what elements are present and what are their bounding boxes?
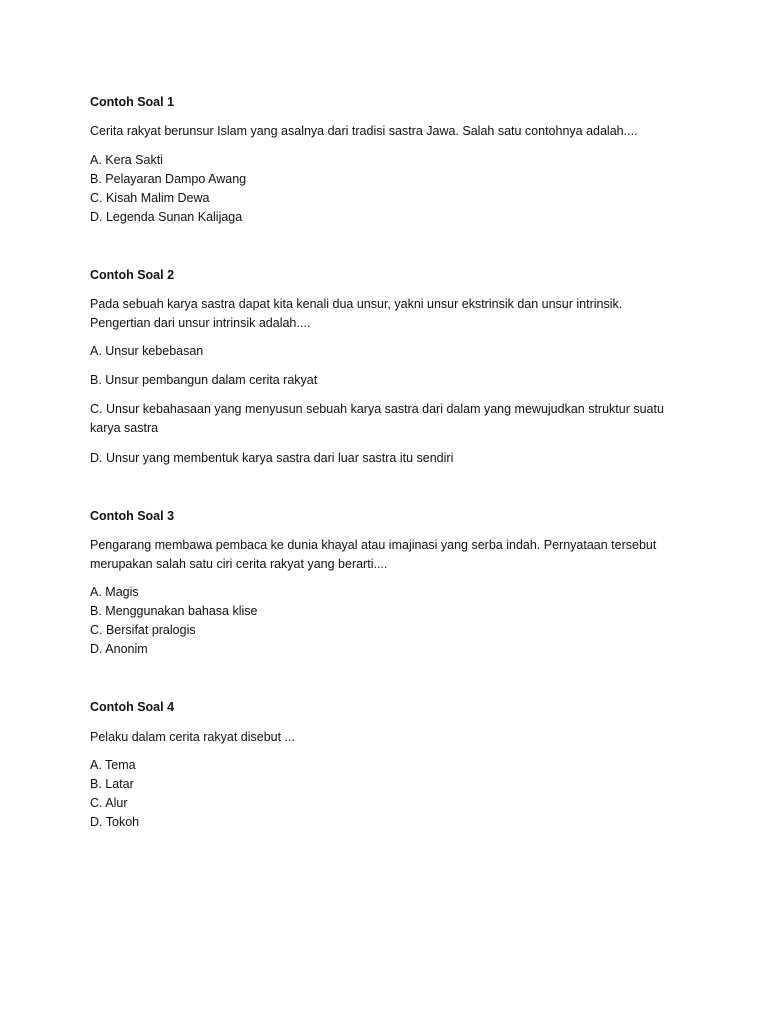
option-b: B. Menggunakan bahasa klise (90, 604, 258, 618)
option-b: B. Pelayaran Dampo Awang (90, 172, 247, 186)
question-section-4 (90, 699, 690, 829)
option-d: D. Legenda Sunan Kalijaga (90, 210, 243, 224)
question-text-line: Pengarang membawa pembaca ke dunia khayal atau imajinasi yang serba indah. Pernyataan tersebut (90, 538, 657, 552)
option-b: B. Latar (90, 777, 134, 791)
question-text (90, 536, 710, 574)
question-section-1 (90, 94, 690, 224)
option-d: D. Anonim (90, 642, 148, 656)
option-list (90, 756, 139, 832)
question-text-line: Pada sebuah karya sastra dapat kita kenali dua unsur, yakni unsur ekstrinsik dan unsur intrinsik. (90, 297, 623, 311)
option-c-line: karya sastra (90, 421, 159, 435)
option-c (90, 400, 710, 438)
question-section-2 (90, 267, 690, 465)
option-a: A. Kera Sakti (90, 153, 163, 167)
question-section-3 (90, 508, 690, 656)
question-text-line: Cerita rakyat berunsur Islam yang asalnya dari tradisi sastra Jawa. Salah satu contohnya adalah.... (90, 124, 638, 138)
option-c: C. Alur (90, 796, 128, 810)
option-a: A. Tema (90, 758, 136, 772)
option-list (90, 583, 257, 659)
option-b: B. Unsur pembangun dalam cerita rakyat (90, 373, 318, 387)
section-title: Contoh Soal 1 (90, 95, 175, 109)
option-c-line: C. Unsur kebahasaan yang menyusun sebuah karya sastra dari dalam yang mewujudkan struktur suatu (90, 402, 664, 416)
question-text-line: Pelaku dalam cerita rakyat disebut ... (90, 730, 295, 744)
option-c: C. Kisah Malim Dewa (90, 191, 210, 205)
option-d: D. Unsur yang membentuk karya sastra dari luar sastra itu sendiri (90, 451, 454, 465)
section-title: Contoh Soal 2 (90, 268, 175, 282)
question-text (90, 295, 710, 333)
option-d: D. Tokoh (90, 815, 140, 829)
option-a: A. Magis (90, 585, 139, 599)
section-title: Contoh Soal 4 (90, 700, 175, 714)
question-text-line: merupakan salah satu ciri cerita rakyat yang berarti.... (90, 557, 388, 571)
option-list (90, 151, 246, 227)
question-text-line: Pengertian dari unsur intrinsik adalah.... (90, 316, 311, 330)
option-c: C. Bersifat pralogis (90, 623, 196, 637)
section-title: Contoh Soal 3 (90, 509, 175, 523)
option-a: A. Unsur kebebasan (90, 344, 204, 358)
